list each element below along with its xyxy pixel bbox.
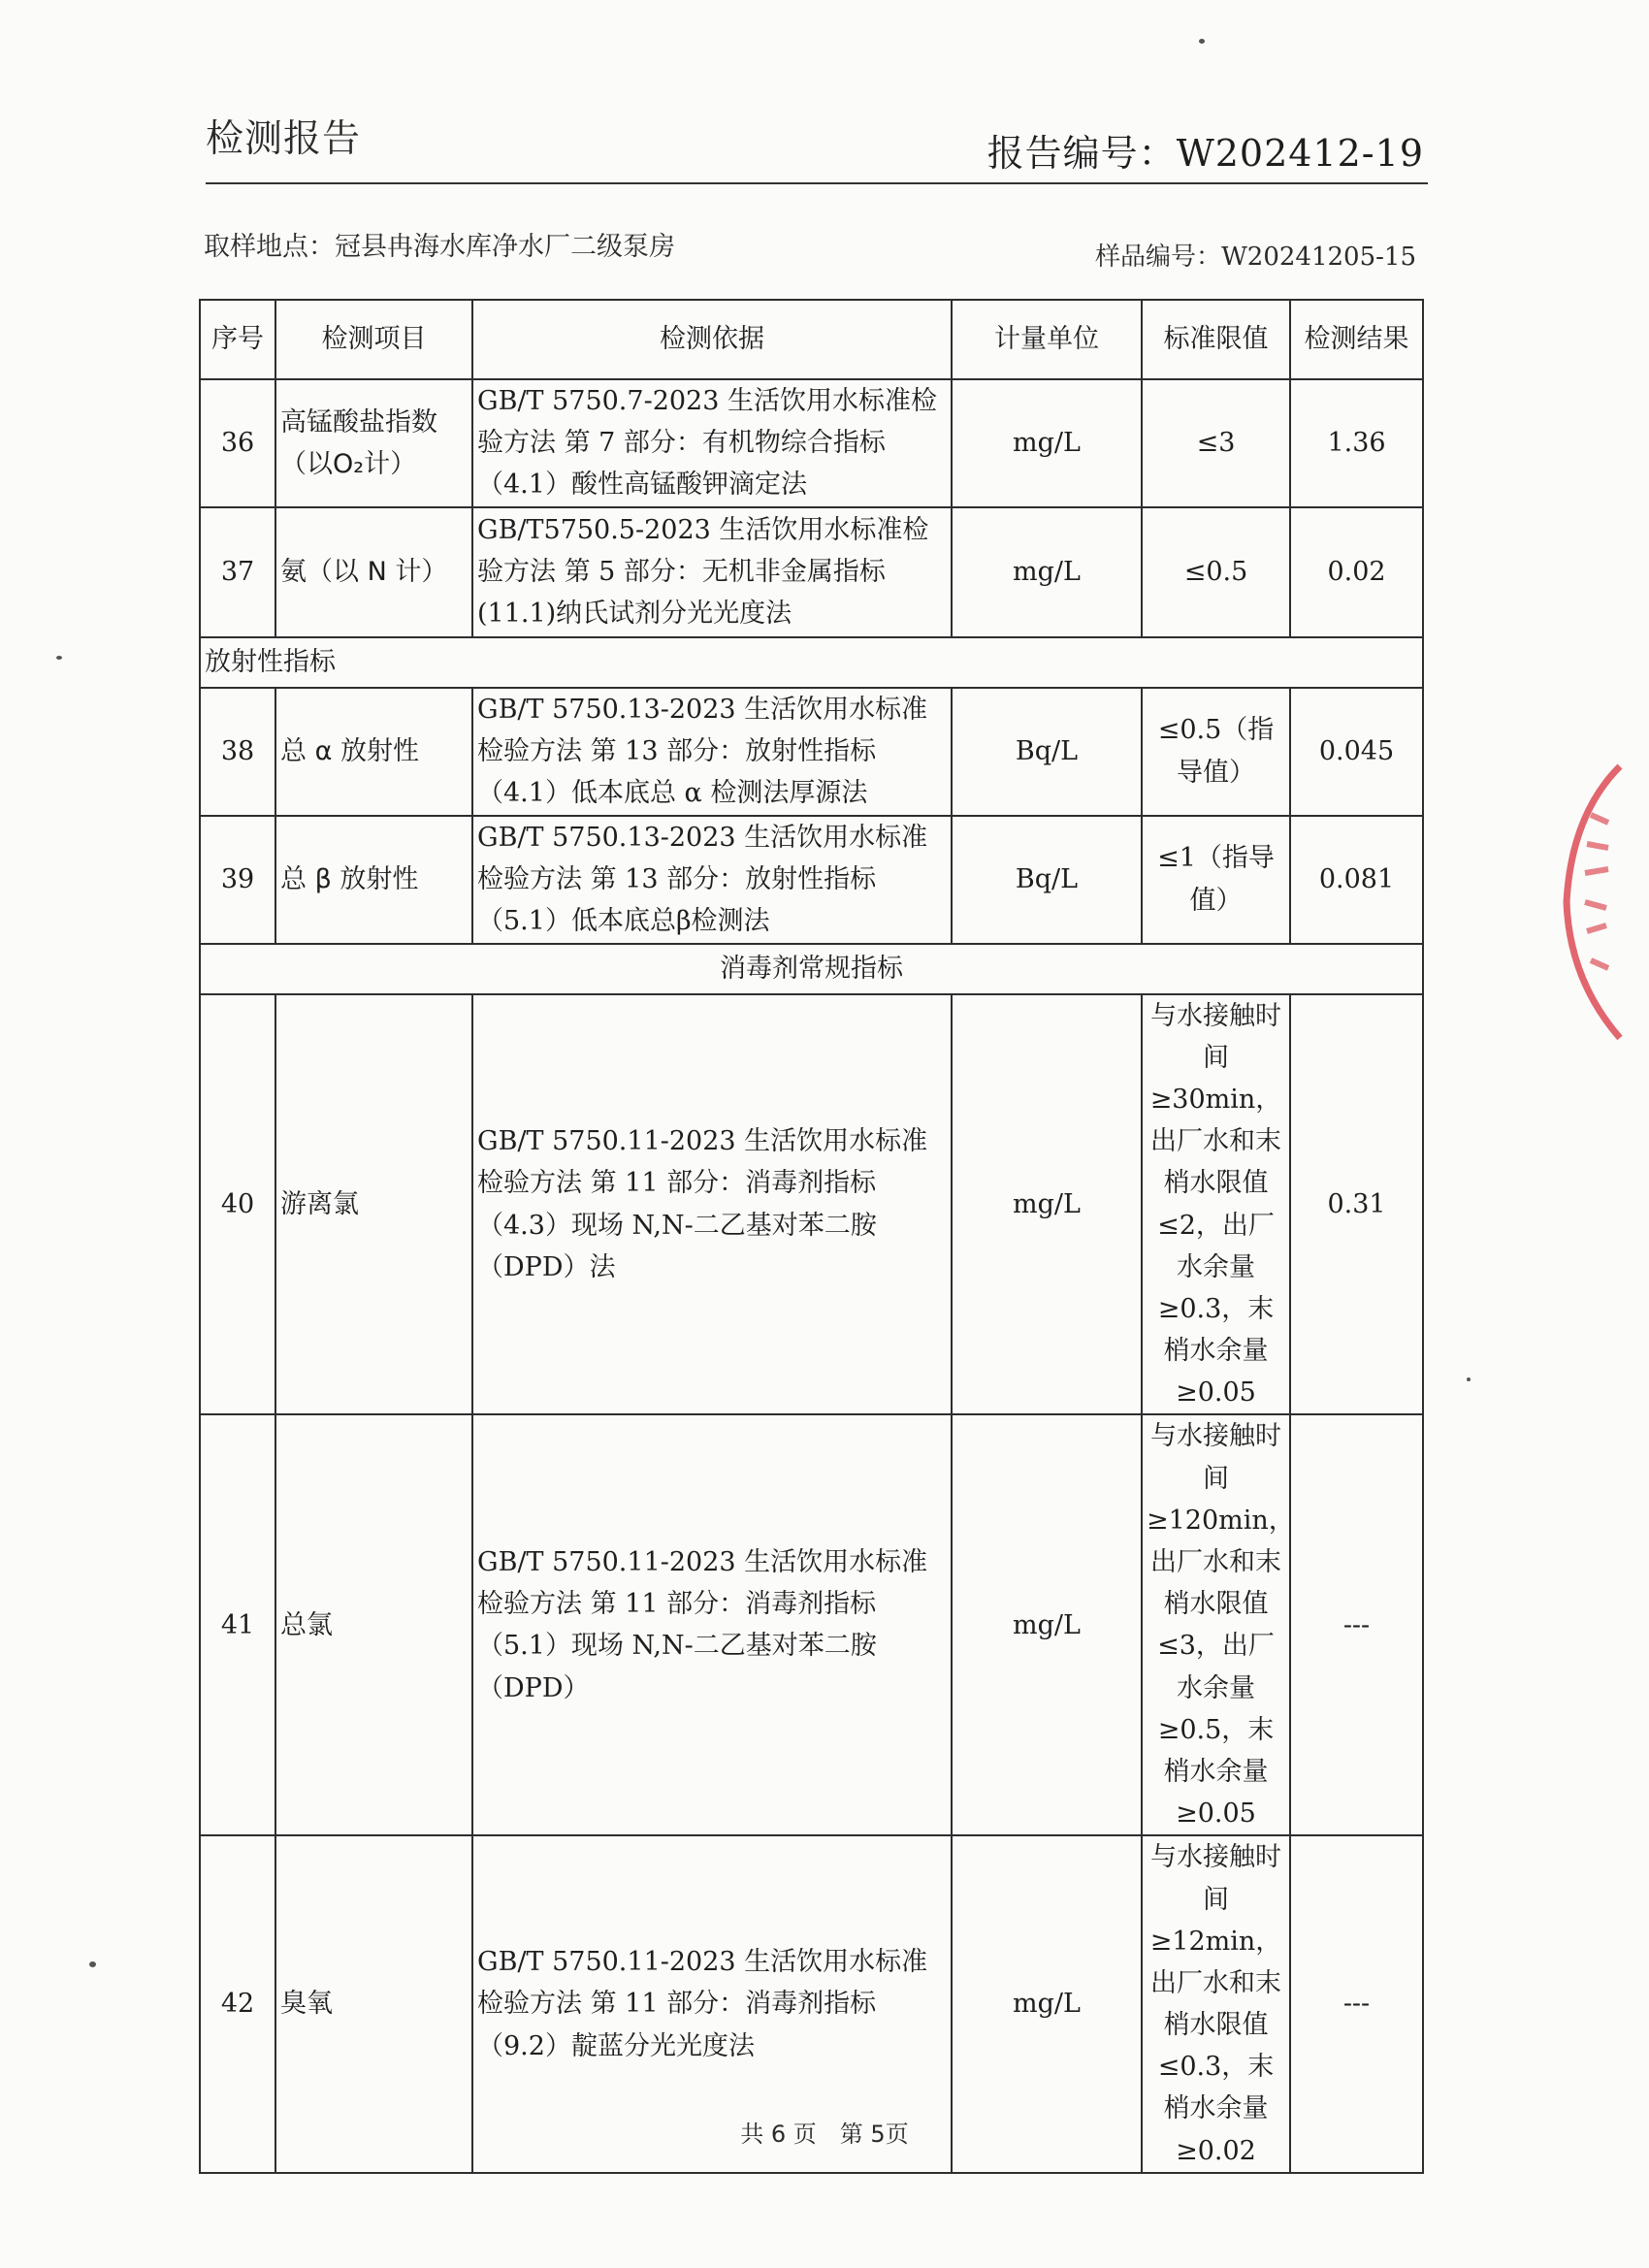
row-unit: Bq/L <box>952 688 1142 816</box>
row-unit: mg/L <box>952 507 1142 637</box>
row-result: 0.081 <box>1290 816 1423 944</box>
report-number-value: W202412-19 <box>1176 132 1424 175</box>
row-unit: mg/L <box>952 1414 1142 1835</box>
row-item: 总氯 <box>275 1414 472 1835</box>
row-item: 高锰酸盐指数（以O₂计） <box>275 379 472 507</box>
row-result: 0.045 <box>1290 688 1423 816</box>
row-limit: 与水接触时间≥12min，出厂水和末梢水限值≤0.3，末梢水余量≥0.02 <box>1142 1835 1290 2173</box>
row-item: 总 α 放射性 <box>275 688 472 816</box>
row-result: --- <box>1290 1414 1423 1835</box>
row-no: 42 <box>200 1835 275 2173</box>
report-number-label: 报告编号： <box>986 132 1177 175</box>
row-result: 0.02 <box>1290 507 1423 637</box>
row-basis: GB/T 5750.7-2023 生活饮用水标准检验方法 第 7 部分：有机物综合指标（4.1）酸性高锰酸钾滴定法 <box>472 379 952 507</box>
table-row <box>200 379 1423 507</box>
section-title: 放射性指标 <box>200 637 1423 688</box>
col-header-item: 检测项目 <box>275 300 472 379</box>
sampling-location <box>204 225 675 263</box>
section-row-disinfectant <box>200 944 1423 994</box>
row-unit: Bq/L <box>952 816 1142 944</box>
row-basis: GB/T5750.5-2023 生活饮用水标准检验方法 第 5 部分：无机非金属指标(11.1)纳氏试剂分光光度法 <box>472 507 952 637</box>
row-basis: GB/T 5750.11-2023 生活饮用水标准检验方法 第 11 部分：消毒剂指标（9.2）靛蓝分光光度法 <box>472 1835 952 2173</box>
row-no: 37 <box>200 507 275 637</box>
page-footer: 共 6 页 第 5页 <box>740 2121 909 2148</box>
row-unit: mg/L <box>952 379 1142 507</box>
row-item: 游离氯 <box>275 994 472 1415</box>
table-row <box>200 816 1423 944</box>
row-item: 臭氧 <box>275 1835 472 2173</box>
col-header-result: 检测结果 <box>1290 300 1423 379</box>
row-result: --- <box>1290 1835 1423 2173</box>
scan-speck <box>1467 1377 1471 1381</box>
col-header-unit: 计量单位 <box>952 300 1142 379</box>
col-header-no: 序号 <box>200 300 275 379</box>
row-unit: mg/L <box>952 994 1142 1415</box>
row-limit: ≤0.5（指导值） <box>1142 688 1290 816</box>
sample-number-value: W20241205-15 <box>1221 243 1416 272</box>
row-no: 38 <box>200 688 275 816</box>
row-limit: ≤0.5 <box>1142 507 1290 637</box>
row-limit: ≤3 <box>1142 379 1290 507</box>
row-limit: 与水接触时间≥120min，出厂水和末梢水限值≤3，出厂水余量≥0.5，末梢水余量≥0.05 <box>1142 1414 1290 1835</box>
table-row <box>200 1414 1423 1835</box>
sample-number <box>1095 237 1416 273</box>
col-header-limit: 标准限值 <box>1142 300 1290 379</box>
sample-number-label: 样品编号： <box>1095 243 1222 272</box>
report-number <box>987 123 1424 177</box>
row-limit: 与水接触时间≥30min，出厂水和末梢水限值≤2，出厂水余量≥0.3，末梢水余量≥0.05 <box>1142 994 1290 1415</box>
col-header-basis: 检测依据 <box>472 300 952 379</box>
row-item: 氨（以 N 计） <box>275 507 472 637</box>
row-basis: GB/T 5750.11-2023 生活饮用水标准检验方法 第 11 部分：消毒剂指标（5.1）现场 N,N-二乙基对苯二胺（DPD） <box>472 1414 952 1835</box>
header-divider <box>206 182 1428 184</box>
row-limit: ≤1（指导值） <box>1142 816 1290 944</box>
report-title: 检测报告 <box>206 117 362 161</box>
row-result: 0.31 <box>1290 994 1423 1415</box>
row-basis: GB/T 5750.13-2023 生活饮用水标准检验方法 第 13 部分：放射性指标（4.1）低本底总 α 检测法厚源法 <box>472 688 952 816</box>
sampling-location-label: 取样地点： <box>204 232 335 262</box>
row-basis: GB/T 5750.13-2023 生活饮用水标准检验方法 第 13 部分：放射性指标（5.1）低本底总β检测法 <box>472 816 952 944</box>
section-title: 消毒剂常规指标 <box>200 944 1423 994</box>
scan-speck <box>89 1961 96 1967</box>
scan-speck <box>56 656 62 660</box>
sampling-location-value: 冠县冉海水库净水厂二级泵房 <box>335 232 675 262</box>
table-row <box>200 688 1423 816</box>
table-row <box>200 507 1423 637</box>
table-row <box>200 994 1423 1415</box>
row-item: 总 β 放射性 <box>275 816 472 944</box>
red-seal-stamp <box>1552 757 1639 1048</box>
row-unit: mg/L <box>952 1835 1142 2173</box>
scan-speck <box>1199 39 1205 44</box>
row-no: 36 <box>200 379 275 507</box>
row-no: 39 <box>200 816 275 944</box>
section-row-radioactive <box>200 637 1423 688</box>
results-table <box>199 299 1424 2174</box>
row-no: 41 <box>200 1414 275 1835</box>
row-result: 1.36 <box>1290 379 1423 507</box>
table-header-row <box>200 300 1423 379</box>
row-no: 40 <box>200 994 275 1415</box>
row-basis: GB/T 5750.11-2023 生活饮用水标准检验方法 第 11 部分：消毒剂指标（4.3）现场 N,N-二乙基对苯二胺（DPD）法 <box>472 994 952 1415</box>
